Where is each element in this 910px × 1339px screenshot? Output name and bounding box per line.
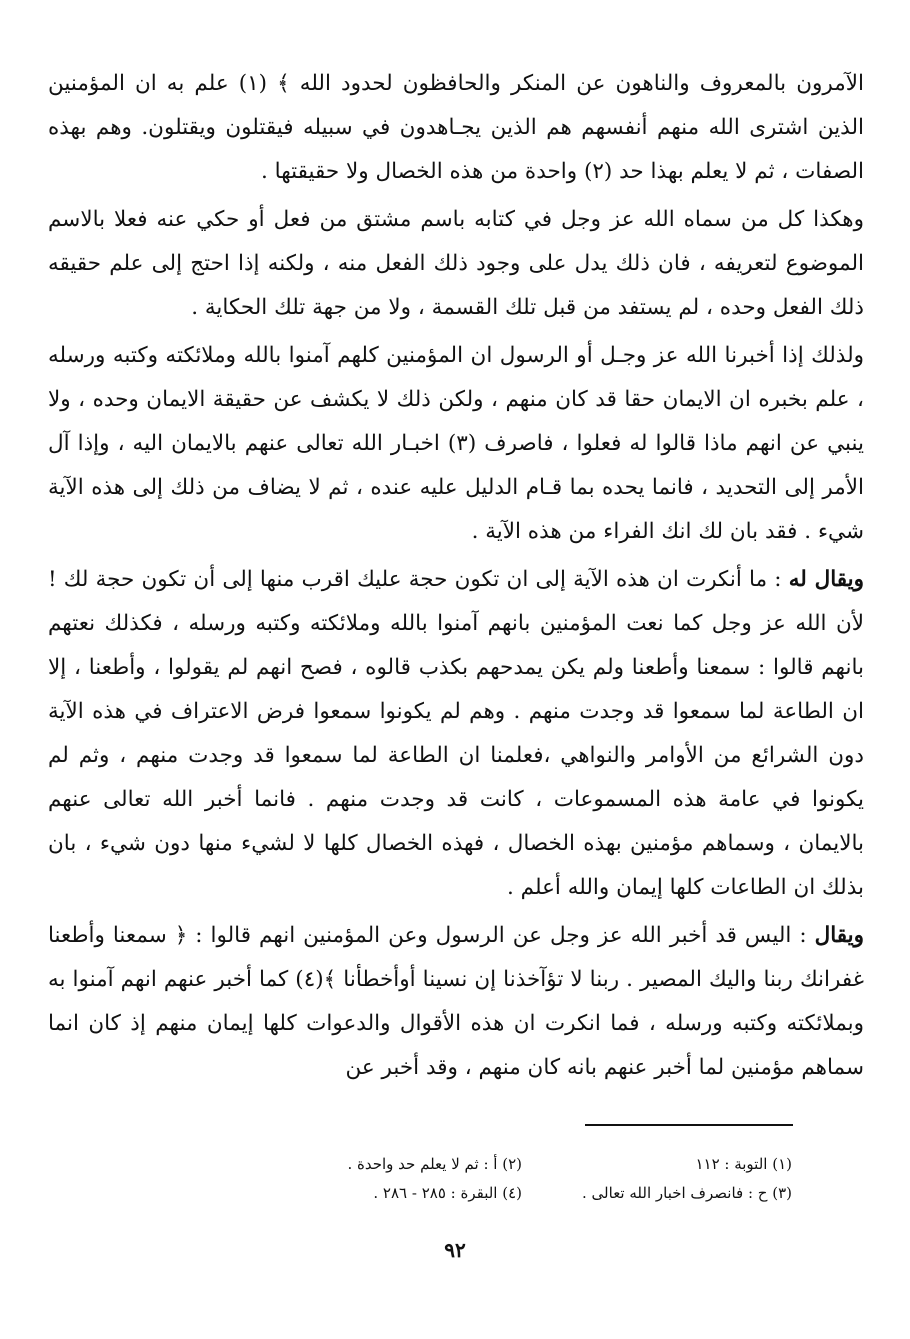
paragraph-4 [48,558,864,910]
paragraph-text: : اليس قد أخبر الله عز وجل عن الرسول وعن المؤمنين انهم قالوا : ﴿ سمعنا وأطعنا غفرانك ربنا واليك المصير . ربنا لا تؤآخذنا إن نسينا أوأخطأنا ﴾(٤) كما أخبر عنهم انهم آمنوا به وبملائكته وكتبه ورسله ، فما انكرت ان هذه الأقوال والدعوات كلها إيمان منهم إذ كان انما سماهم مؤمنين لما أخبر عنهم بانه كان منهم ، وقد أخبر عن [48,923,864,1080]
page-body [48,62,864,1094]
footnote-1: (١) التوبة : ١١٢ [695,1155,792,1173]
footnote-3: (٣) ح : فانصرف اخبار الله تعالى . [582,1184,792,1202]
paragraph-5 [48,914,864,1090]
paragraph-3 [48,334,864,554]
footnotes [252,1150,792,1208]
paragraph-text: : ما أنكرت ان هذه الآية إلى ان تكون حجة عليك اقرب منها إلى أن تكون حجة لك ! لأن الله عز وجل كما نعت المؤمنين بانهم آمنوا بالله وملائكته وكتبه ورسله ، فكذلك نعتهم بانهم قالوا : سمعنا وأطعنا ولم يكن يمدحهم بكذب قالوه ، فصح انهم لم يقولوا ، وأطعنا ، إلا ان الطاعة لما سمعوا قد وجدت منهم . وهم لم يكونوا سمعوا فرض الاعتراف في هذه الآية دون الشرائع من الأوامر والنواهي ،فعلمنا ان الطاعة لما سمعوا قد وجدت منهم ، وثم لم يكونوا في عامة هذه المسموعات ، كانت قد وجدت منهم . فانما أخبر الله تعالى عنهم بالايمان ، وسماهم مؤمنين بهذه الخصال ، فهذه الخصال كلها لا لشيء منها دون شيء ، بان بذلك ان الطاعات كلها إيمان والله أعلم . [48,567,864,900]
paragraph-lead: ويقال [814,923,864,948]
paragraph-text: ولذلك إذا أخبرنا الله عز وجـل أو الرسول ان المؤمنين كلهم آمنوا بالله وملائكته وكتبه ورسله ، علم بخبره ان الايمان حقا قد كان منهم ، ولكن ذلك لا يكشف عن حقيقة الايمان وحده ، ولا ينبي عن انهم ماذا قالوا له فعلوا ، فاصرف (٣) اخبـار الله تعالى عنهم بالايمان اليه ، وإذا آل الأمر إلى التحديد ، فانما يحده بما قـام الدليل عليه عنده ، ثم لا يضاف من ذلك إلى هذه الآية شيء . فقد بان لك انك الفراء من هذه الآية . [48,343,864,544]
footnote-4: (٤) البقرة : ٢٨٥ - ٢٨٦ . [373,1184,522,1202]
footnote-separator [585,1124,793,1126]
paragraph-1 [48,62,864,194]
footnote-2: (٢) أ : ثم لا يعلم حد واحدة . [347,1155,522,1173]
footnote-row [252,1150,792,1179]
paragraph-text: وهكذا كل من سماه الله عز وجل في كتابه باسم مشتق من فعل أو حكي عنه فعلا بالاسم الموضوع لتعريفه ، فان ذلك يدل على وجود ذلك الفعل منه ، ولكنه إذا احتج إلى علم حقيقه ذلك الفعل وحده ، لم يستفد من قبل تلك القسمة ، ولا من جهة تلك الحكاية . [48,207,864,320]
paragraph-lead: ويقال له [788,567,864,592]
page-number: ٩٢ [444,1238,466,1262]
footnote-row [252,1179,792,1208]
paragraph-text: الآمرون بالمعروف والناهون عن المنكر والحافظون لحدود الله ﴾ (١) علم به ان المؤمنين الذين اشترى الله منهم أنفسهم هم الذين يجـاهدون في سبيله فيقتلون ويقتلون. وهم بهذه الصفات ، ثم لا يعلم بهذا حد (٢) واحدة من هذه الخصال ولا حقيقتها . [48,71,864,184]
paragraph-2 [48,198,864,330]
